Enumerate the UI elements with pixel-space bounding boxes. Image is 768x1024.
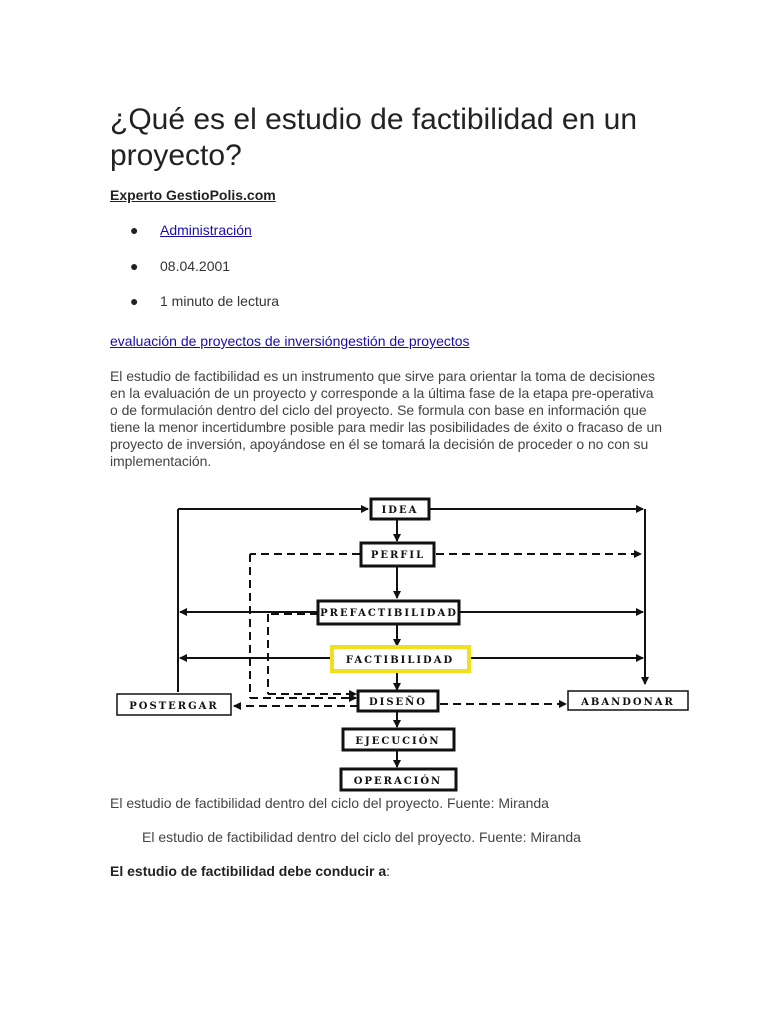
figure-caption-repeat: El estudio de factibilidad dentro del ciclo del proyecto. Fuente: Miranda: [142, 829, 581, 845]
stage-operacion-label: OPERACIÓN: [353, 776, 443, 787]
stage-ejecucion-label: EJECUCIÓN: [355, 736, 441, 747]
bullet-icon: ●: [130, 293, 139, 309]
tags-link[interactable]: evaluación de proyectos de inversióngestión de proyectos: [110, 333, 470, 349]
abandonar-box: [568, 691, 688, 710]
reading-time: 1 minuto de lectura: [160, 293, 280, 309]
abandonar-label: ABANDONAR: [581, 697, 675, 708]
stage-factibilidad-label: FACTIBILIDAD: [345, 655, 455, 666]
dashed-connector-lines: [234, 554, 641, 706]
stage-diseno-label: DISEÑO: [368, 697, 428, 708]
stage-prefactibilidad: [318, 601, 459, 624]
stage-diseno: [358, 691, 438, 711]
stage-prefactibilidad-label: PREFACTIBILIDAD: [320, 608, 458, 619]
subheading-bold: El estudio de factibilidad debe conducir a: [110, 863, 387, 879]
author-link[interactable]: Experto GestioPolis.com: [110, 187, 276, 203]
subheading-colon: :: [386, 863, 391, 879]
page-title: ¿Qué es el estudio de factibilidad en un proyecto?: [110, 103, 638, 172]
stage-perfil: [361, 543, 434, 566]
stage-idea-label: IDEA: [381, 505, 419, 516]
publish-date: 08.04.2001: [160, 257, 231, 274]
stage-factibilidad: [332, 647, 469, 671]
bullet-icon: ●: [130, 222, 139, 238]
stage-idea: [371, 499, 429, 519]
stage-operacion: [341, 769, 456, 790]
bullet-icon: ●: [130, 257, 139, 274]
intro-paragraph: El estudio de factibilidad es un instrumento que sirve para orientar la toma de decisiones en la evaluación de un proyecto y corresponde a la última fase de la etapa pre-operativa o de formulación dentro del ciclo del proyecto. Se formula con base en información que tiene la menor incertidumbre posible para medir las posibilidades de éxito o fracaso de un proyecto de inversión, apoyándose en él se tomará la decisión de proceder o no con su implementación.: [110, 368, 662, 469]
stage-ejecucion: [343, 729, 454, 750]
project-cycle-diagram: [100, 488, 700, 794]
stage-perfil-label: PERFIL: [370, 550, 426, 561]
category-link[interactable]: Administración: [160, 222, 252, 238]
postergar-label: POSTERGAR: [129, 701, 219, 712]
figure-caption: El estudio de factibilidad dentro del ciclo del proyecto. Fuente: Miranda: [110, 795, 549, 811]
postergar-box: [117, 694, 231, 715]
section-subheading: [110, 863, 390, 879]
